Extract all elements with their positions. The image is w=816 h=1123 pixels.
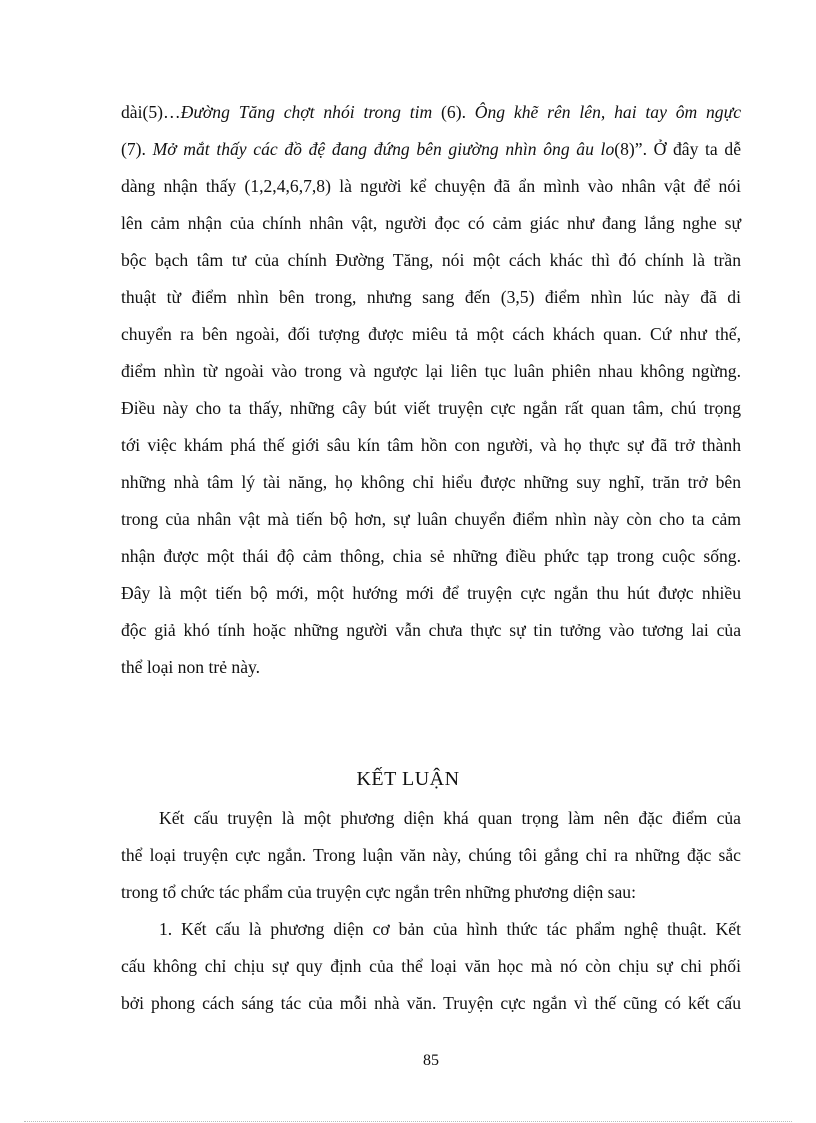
text-line: trong tổ chức tác phẩm của truyện cực ngắn trên những phương diện sau: <box>121 882 636 902</box>
text-line: lên cảm nhận của chính nhân vật, người đọc có cảm giác như đang lắng nghe sự <box>121 213 741 233</box>
text-line: Kết cấu truyện là một phương diện khá quan trọng làm nên đặc điểm của <box>159 808 741 828</box>
text-line: thuật từ điểm nhìn bên trong, nhưng sang đến (3,5) điểm nhìn lúc này đã di <box>121 287 741 307</box>
text-line: điểm nhìn từ ngoài vào trong và ngược lại liên tục luân phiên nhau không ngừng. <box>121 361 741 381</box>
text-line: trong của nhân vật mà tiến bộ hơn, sự luân chuyển điểm nhìn này còn cho ta cảm <box>121 509 741 529</box>
text-line: thể loại truyện cực ngắn. Trong luận văn này, chúng tôi gắng chỉ ra những đặc sắc <box>121 845 741 865</box>
text-line: (7). Mở mắt thấy các đồ đệ đang đứng bên giường nhìn ông âu lo(8)”. Ở đây ta dễ <box>121 139 742 159</box>
text-line: cấu không chỉ chịu sự quy định của thể loại văn học mà nó còn chịu sự chi phối <box>121 956 741 976</box>
text-line: Đây là một tiến bộ mới, một hướng mới để truyện cực ngắn thu hút được nhiều <box>121 583 741 603</box>
text-line: bởi phong cách sáng tác của mỗi nhà văn. Truyện cực ngắn vì thế cũng có kết cấu <box>121 993 741 1013</box>
text-line: dàng nhận thấy (1,2,4,6,7,8) là người kể chuyện đã ẩn mình vào nhân vật để nói <box>121 176 741 196</box>
page-bottom-border <box>24 1121 792 1122</box>
section-heading: KẾT LUẬN <box>356 768 460 790</box>
text-line: bộc bạch tâm tư của chính Đường Tăng, nói một cách khác thì đó chính là trần <box>121 250 741 270</box>
text-line: độc giả khó tính hoặc những người vẫn chưa thực sự tin tưởng vào tương lai của <box>121 620 741 640</box>
text-line: tới việc khám phá thế giới sâu kín tâm hồn con người, và họ thực sự đã trở thành <box>121 435 741 455</box>
text-line: những nhà tâm lý tài năng, họ không chỉ hiểu được những suy nghĩ, trăn trở bên <box>121 472 741 492</box>
text-line: dài(5)…Đường Tăng chợt nhói trong tim (6). Ông khẽ rên lên, hai tay ôm ngực <box>121 102 742 122</box>
text-line: nhận được một thái độ cảm thông, chia sẻ những điều phức tạp trong cuộc sống. <box>121 546 741 566</box>
text-line: thể loại non trẻ này. <box>121 657 261 677</box>
text-line: 1. Kết cấu là phương diện cơ bản của hình thức tác phẩm nghệ thuật. Kết <box>159 919 741 939</box>
page-number: 85 <box>423 1052 439 1069</box>
text-line: chuyển ra bên ngoài, đối tượng được miêu tả một cách khách quan. Cứ như thế, <box>121 324 741 344</box>
text-line: Điều này cho ta thấy, những cây bút viết truyện cực ngắn rất quan tâm, chú trọng <box>121 398 741 418</box>
